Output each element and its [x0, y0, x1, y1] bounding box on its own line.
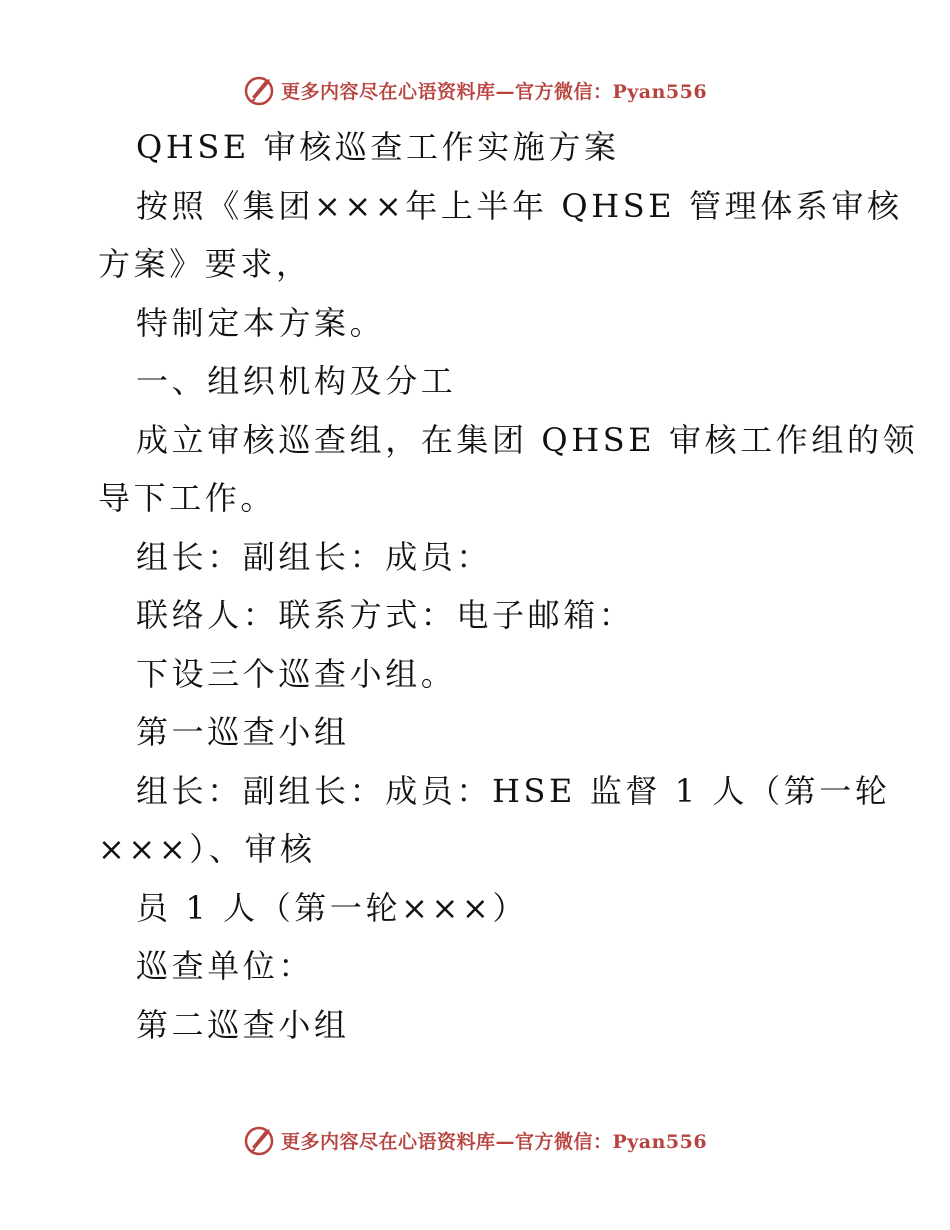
header-banner-text: 更多内容尽在心语资料库—官方微信：Pyan556 — [280, 80, 708, 103]
footer-banner-text: 更多内容尽在心语资料库—官方微信：Pyan556 — [280, 1130, 708, 1153]
document-line: ×××）、审核 — [98, 830, 316, 868]
document-body — [98, 118, 919, 1054]
document-line: 员 1 人（第一轮×××） — [136, 888, 528, 927]
section-heading: 一、组织机构及分工 — [136, 362, 457, 400]
subsection-heading: 第二巡查小组 — [136, 1005, 350, 1044]
document-line: 按照《集团×××年上半年 QHSE 管理体系审核 — [136, 186, 903, 225]
document-line: 组长：副组长：成员：HSE 监督 1 人（第一轮 — [136, 771, 891, 810]
document-line: 方案》要求， — [98, 245, 312, 283]
document-line: 联络人：联系方式：电子邮箱： — [136, 596, 635, 634]
document-line: 巡查单位： — [136, 947, 315, 985]
subsection-heading: 第一巡查小组 — [136, 713, 350, 751]
header-banner — [0, 70, 950, 110]
document-line: 组长：副组长：成员： — [136, 537, 493, 576]
quill-pen-logo-icon — [243, 1123, 277, 1157]
document-line: 导下工作。 — [98, 479, 277, 517]
document-line: 成立审核巡查组，在集团 QHSE 审核工作组的领 — [136, 420, 919, 459]
document-line: 下设三个巡查小组。 — [136, 654, 457, 693]
footer-banner — [0, 1120, 950, 1160]
document-line-title: QHSE 审核巡查工作实施方案 — [136, 128, 620, 166]
document-line: 特制定本方案。 — [136, 303, 386, 342]
quill-pen-logo-icon — [243, 73, 277, 107]
